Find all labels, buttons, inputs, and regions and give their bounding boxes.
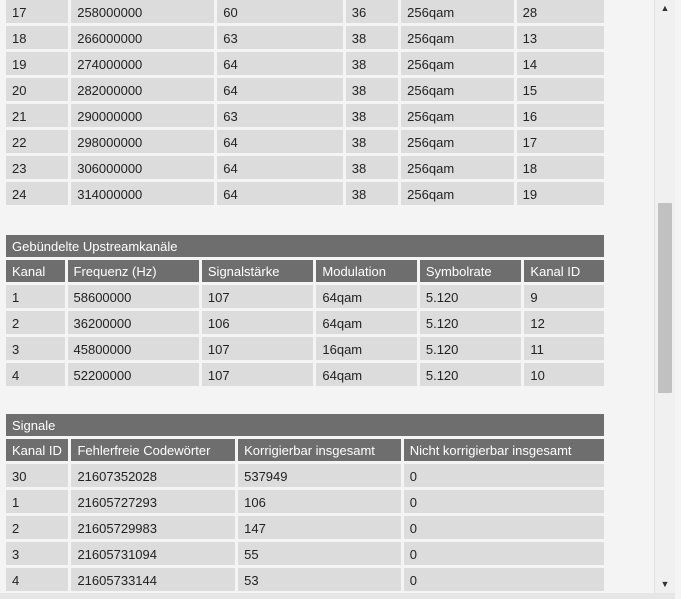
vertical-scrollbar[interactable] [654,0,675,593]
table-cell: 64qam [316,311,416,334]
table-cell: 107 [202,285,314,308]
table-cell: 64 [217,130,343,153]
table-row [6,182,604,205]
table-cell: 38 [346,156,398,179]
table-cell: 3 [6,542,68,565]
table-cell: 58600000 [68,285,199,308]
table-cell: 256qam [401,104,513,127]
table-cell: 16qam [316,337,416,360]
table-cell: 64qam [316,363,416,386]
table-row [6,311,604,334]
table-cell: 38 [346,52,398,75]
table-cell: 10 [524,363,604,386]
upstream-channel-table [3,232,607,389]
table-cell: 52200000 [68,363,199,386]
table-row [6,490,604,513]
table-cell: 63 [217,26,343,49]
table-cell: 1 [6,285,65,308]
table-row [6,130,604,153]
column-header: Signalstärke [202,260,314,282]
table-cell: 0 [404,516,604,539]
table-cell: 5.120 [420,337,522,360]
table-row [6,337,604,360]
table-cell: 256qam [401,130,513,153]
table-cell: 0 [404,568,604,591]
table-cell: 36200000 [68,311,199,334]
table-cell: 19 [517,182,604,205]
table-cell: 5.120 [420,285,522,308]
table-cell: 38 [346,78,398,101]
table-cell: 22 [6,130,68,153]
table-cell: 38 [346,130,398,153]
table-cell: 12 [524,311,604,334]
table-cell: 298000000 [71,130,214,153]
window-bottom-edge [0,593,681,599]
table-row [6,78,604,101]
table-cell: 14 [517,52,604,75]
table-cell: 2 [6,311,65,334]
table-cell: 60 [217,0,343,23]
table-cell: 17 [517,130,604,153]
table-cell: 107 [202,337,314,360]
table-cell: 64 [217,52,343,75]
table-cell: 1 [6,490,68,513]
window-right-edge [675,0,681,599]
table-cell: 28 [517,0,604,23]
table-cell: 256qam [401,156,513,179]
table-cell: 20 [6,78,68,101]
table-cell: 23 [6,156,68,179]
table-cell: 21605729983 [71,516,235,539]
table-cell: 30 [6,464,68,487]
table-cell: 258000000 [71,0,214,23]
column-header: Korrigierbar insgesamt [238,439,401,461]
table-cell: 64 [217,156,343,179]
table-cell: 55 [238,542,401,565]
table-cell: 21605733144 [71,568,235,591]
table-cell: 53 [238,568,401,591]
column-header: Frequenz (Hz) [68,260,199,282]
table-cell: 64qam [316,285,416,308]
table-cell: 21605727293 [71,490,235,513]
table-cell: 19 [6,52,68,75]
table-cell: 106 [238,490,401,513]
table-cell: 0 [404,490,604,513]
table-row [6,26,604,49]
table-row [6,52,604,75]
table-cell: 16 [517,104,604,127]
table-cell: 36 [346,0,398,23]
table-cell: 274000000 [71,52,214,75]
table-cell: 3 [6,337,65,360]
table-cell: 24 [6,182,68,205]
table-cell: 5.120 [420,311,522,334]
table-cell: 256qam [401,26,513,49]
table-row [6,104,604,127]
table-cell: 9 [524,285,604,308]
table-row [6,156,604,179]
table-cell: 266000000 [71,26,214,49]
table-cell: 4 [6,568,68,591]
table-cell: 107 [202,363,314,386]
table-cell: 21 [6,104,68,127]
table-cell: 13 [517,26,604,49]
table-cell: 0 [404,464,604,487]
scroll-up-icon[interactable]: ▲ [660,3,670,13]
column-header: Kanal ID [524,260,604,282]
table-cell: 106 [202,311,314,334]
table-cell: 537949 [238,464,401,487]
table-cell: 256qam [401,0,513,23]
table-cell: 17 [6,0,68,23]
table-row [6,542,604,565]
column-header: Modulation [316,260,416,282]
scroll-down-icon[interactable]: ▼ [660,579,670,589]
table-cell: 290000000 [71,104,214,127]
downstream-channel-table [3,0,607,208]
table-cell: 282000000 [71,78,214,101]
table-row [6,568,604,591]
table-cell: 5.120 [420,363,522,386]
column-header: Kanal [6,260,65,282]
table-cell: 256qam [401,182,513,205]
column-header: Fehlerfreie Codewörter [71,439,235,461]
column-header: Kanal ID [6,439,68,461]
column-header: Symbolrate [420,260,522,282]
table-cell: 38 [346,182,398,205]
table-cell: 18 [517,156,604,179]
table-cell: 15 [517,78,604,101]
table-cell: 306000000 [71,156,214,179]
table-row [6,363,604,386]
table-row [6,516,604,539]
table-cell: 38 [346,104,398,127]
table-cell: 314000000 [71,182,214,205]
table-row [6,464,604,487]
table-cell: 11 [524,337,604,360]
signals-section-title: Signale [6,414,604,436]
signal-table [3,411,607,593]
table-cell: 64 [217,78,343,101]
column-header: Nicht korrigierbar insgesamt [404,439,604,461]
table-cell: 63 [217,104,343,127]
table-cell: 0 [404,542,604,565]
table-cell: 45800000 [68,337,199,360]
table-cell: 38 [346,26,398,49]
upstream-section-title: Gebündelte Upstreamkanäle [6,235,604,257]
table-cell: 18 [6,26,68,49]
table-cell: 64 [217,182,343,205]
table-row [6,0,604,23]
table-cell: 2 [6,516,68,539]
table-row [6,285,604,308]
table-cell: 256qam [401,78,513,101]
table-cell: 147 [238,516,401,539]
table-cell: 21607352028 [71,464,235,487]
table-cell: 21605731094 [71,542,235,565]
scroll-thumb[interactable] [658,203,672,393]
table-cell: 4 [6,363,65,386]
table-cell: 256qam [401,52,513,75]
